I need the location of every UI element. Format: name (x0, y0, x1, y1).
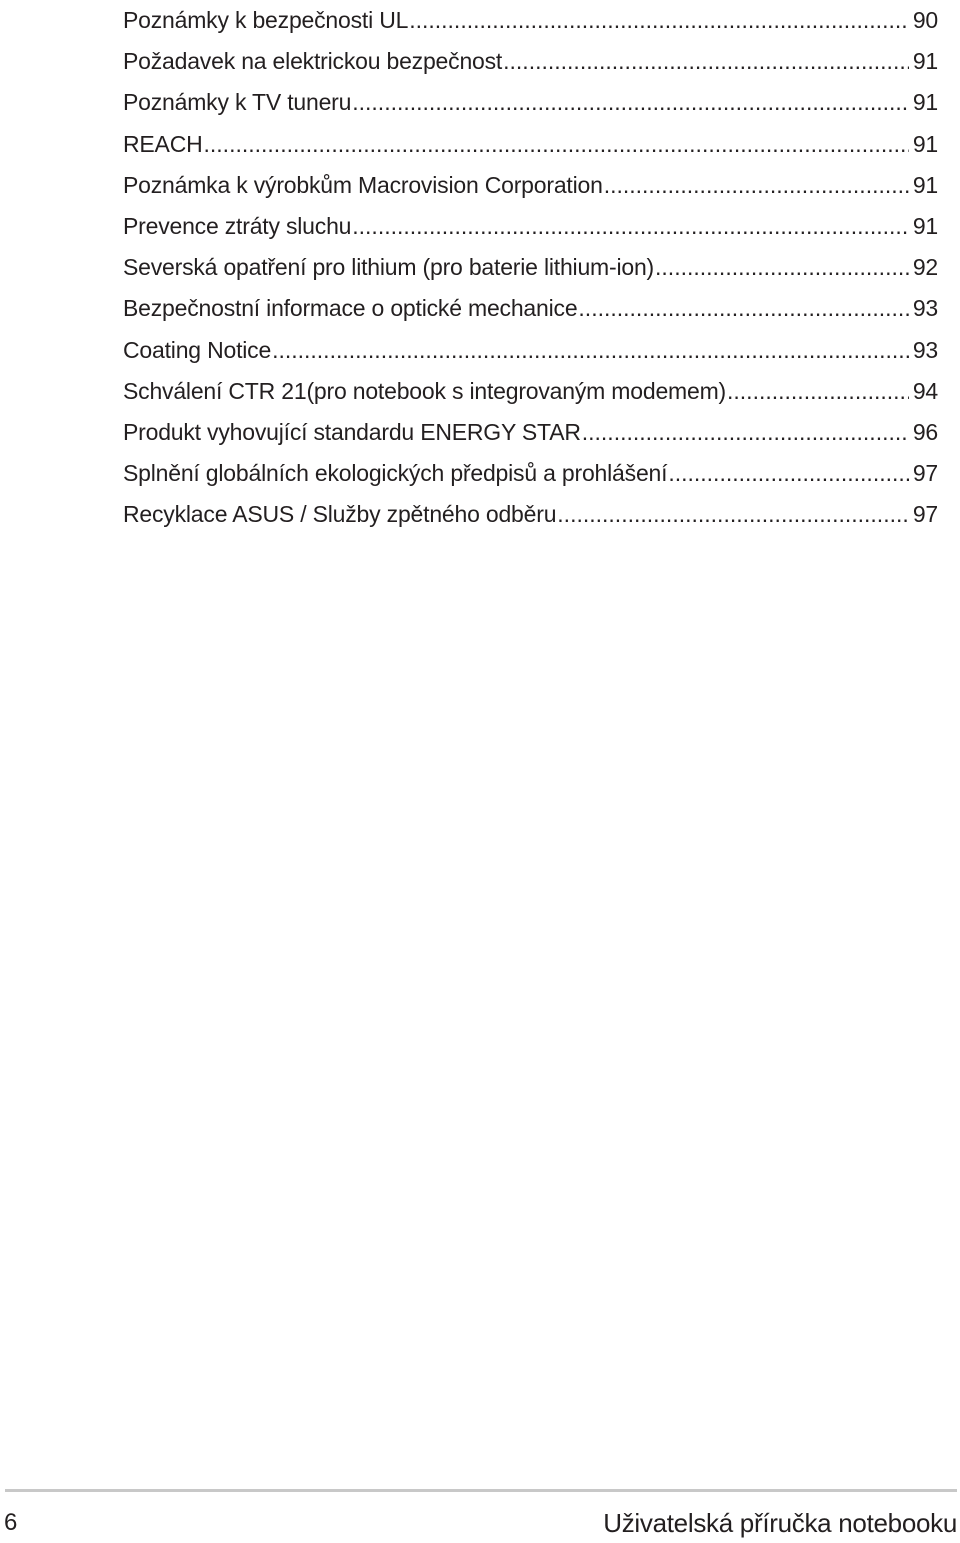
toc-entry[interactable] (123, 412, 938, 453)
toc-dot-leader (352, 82, 909, 123)
table-of-contents (123, 0, 938, 535)
toc-entry[interactable] (123, 453, 938, 494)
toc-entry-page: 97 (912, 460, 938, 487)
page-number: 6 (4, 1509, 18, 1536)
toc-dot-leader (578, 288, 908, 329)
toc-dot-leader (604, 165, 909, 206)
toc-entry[interactable] (123, 41, 938, 82)
toc-entry[interactable] (123, 494, 938, 535)
toc-dot-leader (582, 412, 909, 453)
toc-dot-leader (557, 494, 909, 535)
toc-entry-title: REACH (123, 130, 203, 157)
toc-entry[interactable] (123, 0, 938, 41)
toc-entry-page: 91 (912, 171, 938, 198)
toc-entry-page: 90 (912, 7, 938, 33)
toc-entry-page: 92 (912, 254, 938, 281)
toc-entry[interactable] (123, 206, 938, 247)
toc-entry-page: 96 (912, 418, 938, 445)
toc-entry-title: Požadavek na elektrickou bezpečnost (123, 48, 503, 75)
toc-entry[interactable] (123, 288, 938, 329)
toc-entry[interactable] (123, 82, 938, 123)
toc-dot-leader (503, 41, 909, 82)
toc-entry-title: Poznámka k výrobkům Macrovision Corporation (123, 171, 603, 198)
toc-entry-page: 91 (912, 130, 938, 157)
toc-entry-title: Bezpečnostní informace o optické mechanice (123, 295, 578, 322)
toc-entry-title: Poznámky k bezpečnosti UL (123, 7, 409, 33)
toc-entry[interactable] (123, 165, 938, 206)
toc-entry-title: Prevence ztráty sluchu (123, 212, 352, 239)
footer-divider (5, 1489, 957, 1492)
toc-entry-page: 91 (912, 212, 938, 239)
toc-entry-title: Splnění globálních ekologických předpisů a prohlášení (123, 460, 668, 487)
toc-dot-leader (655, 247, 909, 288)
toc-entry-page: 97 (912, 501, 938, 528)
toc-entry-page: 91 (912, 48, 938, 75)
toc-entry-page: 91 (912, 89, 938, 116)
toc-dot-leader (727, 371, 909, 412)
toc-entry-page: 93 (912, 336, 938, 363)
toc-entry-title: Severská opatření pro lithium (pro baterie lithium-ion) (123, 254, 655, 281)
footer-title: Uživatelská příručka notebooku (603, 1508, 957, 1538)
toc-dot-leader (409, 0, 909, 41)
toc-entry[interactable] (123, 371, 938, 412)
toc-entry-page: 94 (912, 377, 938, 404)
toc-dot-leader (668, 453, 908, 494)
toc-entry-title: Coating Notice (123, 336, 272, 363)
toc-entry-page: 93 (912, 295, 938, 322)
toc-entry[interactable] (123, 247, 938, 288)
toc-entry-title: Poznámky k TV tuneru (123, 89, 352, 116)
toc-dot-leader (204, 124, 909, 165)
toc-entry[interactable] (123, 330, 938, 371)
toc-entry-title: Schválení CTR 21(pro notebook s integrovaným modemem) (123, 377, 727, 404)
toc-entry-title: Recyklace ASUS / Služby zpětného odběru (123, 501, 557, 528)
toc-entry[interactable] (123, 124, 938, 165)
toc-dot-leader (352, 206, 909, 247)
toc-dot-leader (272, 330, 909, 371)
toc-entry-title: Produkt vyhovující standardu ENERGY STAR (123, 418, 581, 445)
